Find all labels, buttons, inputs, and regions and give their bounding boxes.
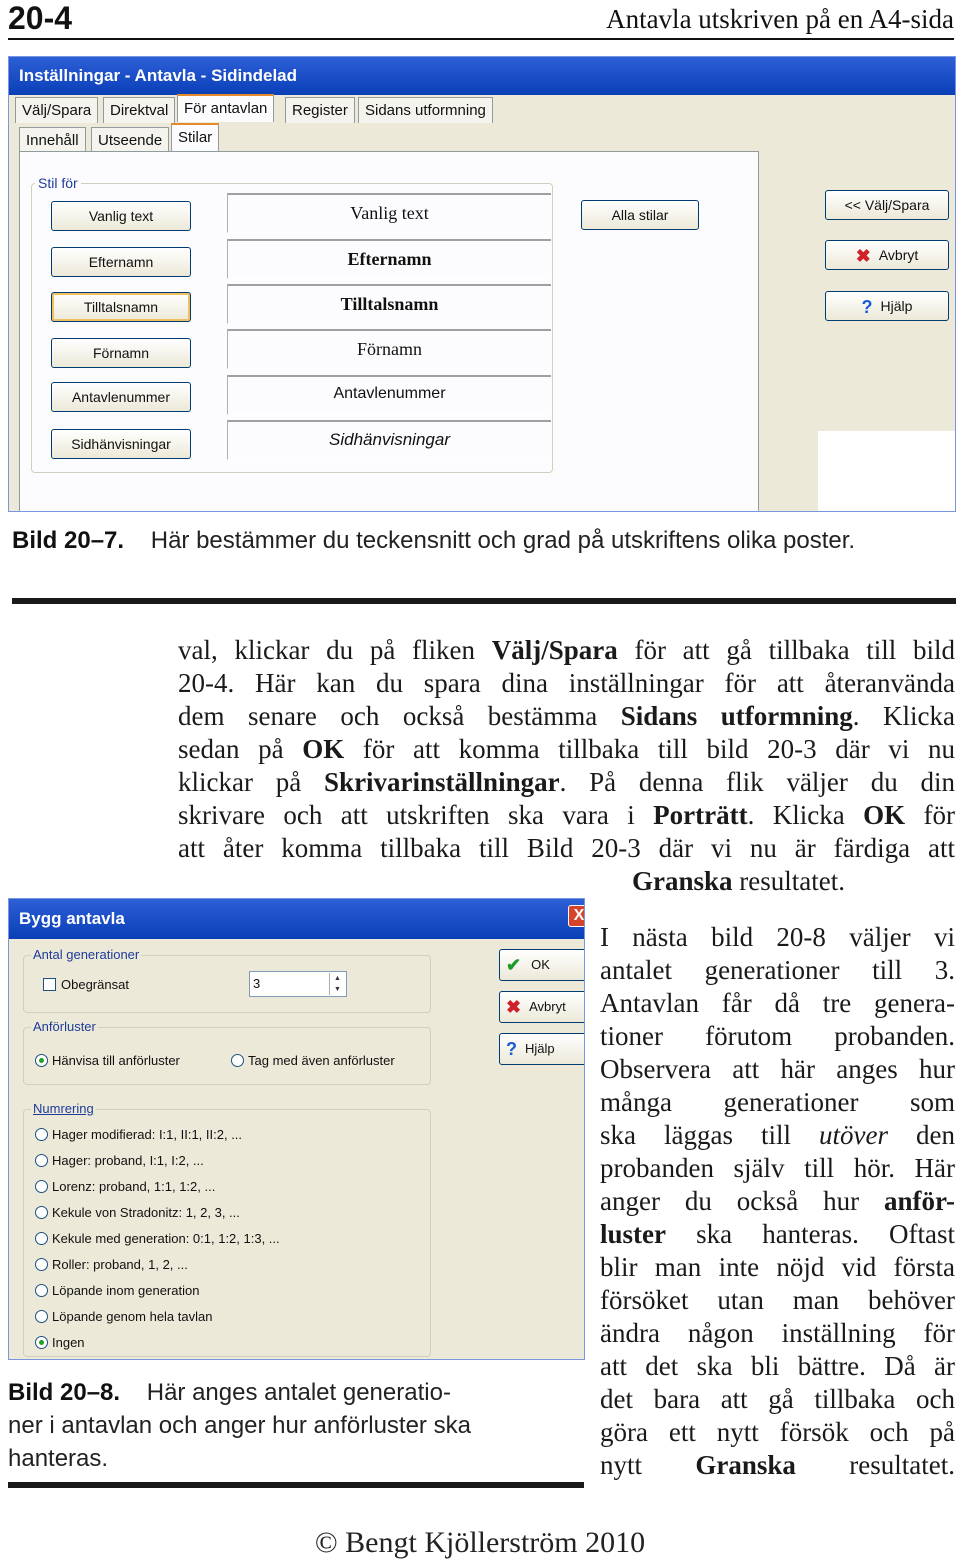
ancestor-loss-label: Anförluster — [33, 1019, 96, 1034]
text-line: göra ett nytt försök och på — [600, 1417, 955, 1447]
radio-dot — [35, 1310, 48, 1323]
body-paragraph-1 — [178, 634, 955, 898]
radio-numbering[interactable] — [35, 1283, 199, 1298]
cancel-label: Avbryt — [878, 247, 919, 263]
caption-rule — [12, 598, 956, 604]
radio-label: Hager: proband, I:1, I:2, ... — [52, 1153, 204, 1168]
style-group-label: Stil för — [35, 175, 81, 191]
caption-label: Bild 20–7. — [12, 527, 125, 554]
sample-sidhanvisningar: Sidhänvisningar — [227, 420, 551, 460]
radio-label: Kekule von Stradonitz: 1, 2, 3, ... — [52, 1205, 240, 1220]
text-line: I nästa bild 20-8 väljer vi — [600, 922, 955, 952]
text-line: dem senare och också bestämma Sidans utformning. Klicka — [178, 701, 955, 731]
text-line: att det ska bli bättre. Då är — [600, 1351, 955, 1381]
radio-numbering[interactable] — [35, 1309, 212, 1324]
sample-efternamn: Efternamn — [227, 239, 551, 279]
text-line: nytt Granska resultatet. — [600, 1450, 955, 1480]
radio-dot — [35, 1154, 48, 1167]
page-number: 20-4 — [8, 0, 73, 36]
tab-direktval[interactable]: Direktval — [103, 97, 175, 123]
tab-register[interactable]: Register — [285, 97, 355, 123]
radio-dot — [35, 1284, 48, 1297]
text-line: Granska resultatet. — [632, 866, 845, 896]
caption-text: hanteras. — [8, 1445, 109, 1472]
radio-dot — [35, 1258, 48, 1271]
radio-label: Löpande genom hela tavlan — [52, 1309, 213, 1324]
tab-sidans-utformning[interactable]: Sidans utformning — [358, 97, 493, 123]
radio-label: Ingen — [52, 1335, 85, 1350]
radio-dot — [35, 1232, 48, 1245]
cancel-icon: ✖ — [506, 997, 522, 1017]
cancel-button[interactable] — [825, 240, 949, 270]
radio-label: Tag med även anförluster — [248, 1053, 395, 1068]
radio-label: Löpande inom generation — [52, 1283, 200, 1298]
ok-label: OK — [531, 957, 550, 972]
radio-dot — [35, 1336, 48, 1349]
cancel-icon: ✖ — [855, 246, 871, 266]
text-line: anger du också hur anför- — [600, 1186, 955, 1216]
radio-numbering[interactable] — [35, 1205, 240, 1220]
tab-for-antavlan[interactable]: För antavlan — [177, 94, 274, 122]
figure-caption-20-8 — [8, 1376, 588, 1475]
sample-vanlig-text: Vanlig text — [227, 193, 551, 233]
all-styles-button[interactable]: Alla stilar — [581, 200, 699, 230]
help-label: Hjälp — [880, 298, 913, 314]
generations-input[interactable] — [249, 971, 347, 997]
crop-area — [818, 431, 956, 512]
settings-dialog-title: Inställningar - Antavla - Sidindelad — [9, 57, 955, 95]
radio-label: Roller: proband, 1, 2, ... — [52, 1257, 188, 1272]
style-button-sidhanvisningar[interactable]: Sidhänvisningar — [51, 429, 191, 459]
radio-numbering[interactable] — [35, 1231, 280, 1246]
build-chart-dialog-title: Bygg antavla — [9, 899, 584, 939]
radio-numbering[interactable] — [35, 1153, 204, 1168]
generations-label: Antal generationer — [33, 947, 140, 962]
header-rule — [8, 38, 954, 40]
text-line: Antavlan får då tre genera- — [600, 988, 955, 1018]
close-icon[interactable]: X — [568, 905, 585, 927]
checkbox-box — [43, 978, 56, 991]
radio-numbering[interactable] — [35, 1127, 242, 1142]
text-line: sedan på OK för att komma tillbaka till bild 20-3 där vi nu — [178, 734, 955, 764]
running-header: Antavla utskriven på en A4-sida — [606, 4, 954, 34]
copyright-footer: © Bengt Kjöllerström 2010 — [314, 1526, 646, 1559]
tab-innehall[interactable]: Innehåll — [19, 127, 86, 153]
figure-caption-20-7 — [12, 524, 912, 557]
tab-utseende[interactable]: Utseende — [91, 127, 169, 153]
sample-fornamn: Förnamn — [227, 329, 551, 369]
radio-numbering[interactable] — [35, 1257, 188, 1272]
spinner-arrows-icon[interactable]: ▲ ▼ — [329, 973, 345, 995]
radio-dot — [35, 1180, 48, 1193]
back-valj-spara-button[interactable]: << Välj/Spara — [825, 190, 949, 220]
caption-rule — [8, 1482, 584, 1488]
style-button-tilltalsnamn[interactable]: Tilltalsnamn — [51, 292, 191, 322]
style-button-fornamn[interactable]: Förnamn — [51, 338, 191, 368]
caption-label: Bild 20–8. — [8, 1379, 121, 1406]
caption-text: ner i antavlan och anger hur anförluster ska — [8, 1412, 471, 1439]
help-button[interactable] — [825, 291, 949, 321]
text-line: klickar på Skrivarinställningar. På denna flik väljer du din — [178, 767, 955, 797]
caption-text: Här bestämmer du teckensnitt och grad på utskriftens olika poster. — [150, 527, 856, 554]
checkmark-icon: ✔ — [506, 955, 522, 975]
cancel-label: Avbryt — [529, 999, 566, 1014]
text-line: skrivare och att utskriften ska vara i Porträtt. Klicka OK för — [178, 800, 955, 830]
radio-include-ancestor-loss[interactable] — [231, 1053, 395, 1068]
tab-stilar[interactable]: Stilar — [171, 123, 219, 151]
unlimited-checkbox[interactable] — [43, 977, 129, 992]
numbering-label: Numrering — [33, 1101, 94, 1116]
text-line: probanden själv till hör. Här — [600, 1153, 955, 1183]
text-line: att åter komma tillbaka till Bild 20-3 där vi nu är färdiga att — [178, 833, 955, 863]
sample-tilltalsnamn: Tilltalsnamn — [227, 284, 551, 324]
text-line: Observera att här anges hur — [600, 1054, 955, 1084]
ok-button[interactable] — [499, 949, 585, 981]
text-line: ändra någon inställning för — [600, 1318, 955, 1348]
text-line: val, klickar du på fliken Välj/Spara för att gå tillbaka till bild — [178, 635, 955, 665]
text-line: tioner förutom probanden. — [600, 1021, 955, 1051]
text-line: det bara att gå tillbaka och — [600, 1384, 955, 1414]
help-button[interactable] — [499, 1033, 585, 1065]
radio-dot — [35, 1206, 48, 1219]
cancel-button[interactable] — [499, 991, 585, 1023]
radio-refer-ancestor-loss[interactable] — [35, 1053, 180, 1068]
radio-label: Lorenz: proband, 1:1, 1:2, ... — [52, 1179, 216, 1194]
help-icon: ? — [506, 1039, 517, 1059]
text-line: blir man inte nöjd vid första — [600, 1252, 955, 1282]
body-paragraph-2 — [600, 921, 955, 1482]
sample-antavlenummer: Antavlenummer — [227, 375, 551, 415]
build-chart-dialog — [8, 898, 585, 1360]
style-button-antavlenummer[interactable]: Antavlenummer — [51, 382, 191, 412]
radio-dot — [35, 1128, 48, 1141]
style-button-efternamn[interactable]: Efternamn — [51, 247, 191, 277]
radio-label: Hager modifierad: I:1, II:1, II:2, ... — [52, 1127, 243, 1142]
tab-valj-spara[interactable]: Välj/Spara — [15, 97, 98, 123]
text-line: luster ska hanteras. Oftast — [600, 1219, 955, 1249]
radio-numbering[interactable] — [35, 1179, 215, 1194]
radio-dot — [35, 1054, 48, 1067]
radio-numbering-none[interactable] — [35, 1335, 85, 1350]
text-line: försöket utan man behöver — [600, 1285, 955, 1315]
help-icon: ? — [861, 297, 873, 317]
help-label: Hjälp — [525, 1041, 555, 1056]
radio-label: Kekule med generation: 0:1, 1:2, 1:3, ... — [52, 1231, 280, 1246]
radio-label: Hänvisa till anförluster — [52, 1053, 180, 1068]
unlimited-label: Obegränsat — [61, 977, 129, 992]
settings-dialog — [8, 56, 956, 512]
caption-text: Här anges antalet generatio- — [146, 1379, 451, 1406]
text-line: antalet generationer till 3. — [600, 955, 955, 985]
text-line: många generationer som — [600, 1087, 955, 1117]
style-button-vanlig-text[interactable]: Vanlig text — [51, 201, 191, 231]
radio-dot — [231, 1054, 244, 1067]
generations-value: 3 — [253, 976, 261, 991]
text-line: ska läggas till utöver den — [600, 1120, 955, 1150]
text-line: 20-4. Här kan du spara dina inställningar för att återanvända — [178, 668, 955, 698]
